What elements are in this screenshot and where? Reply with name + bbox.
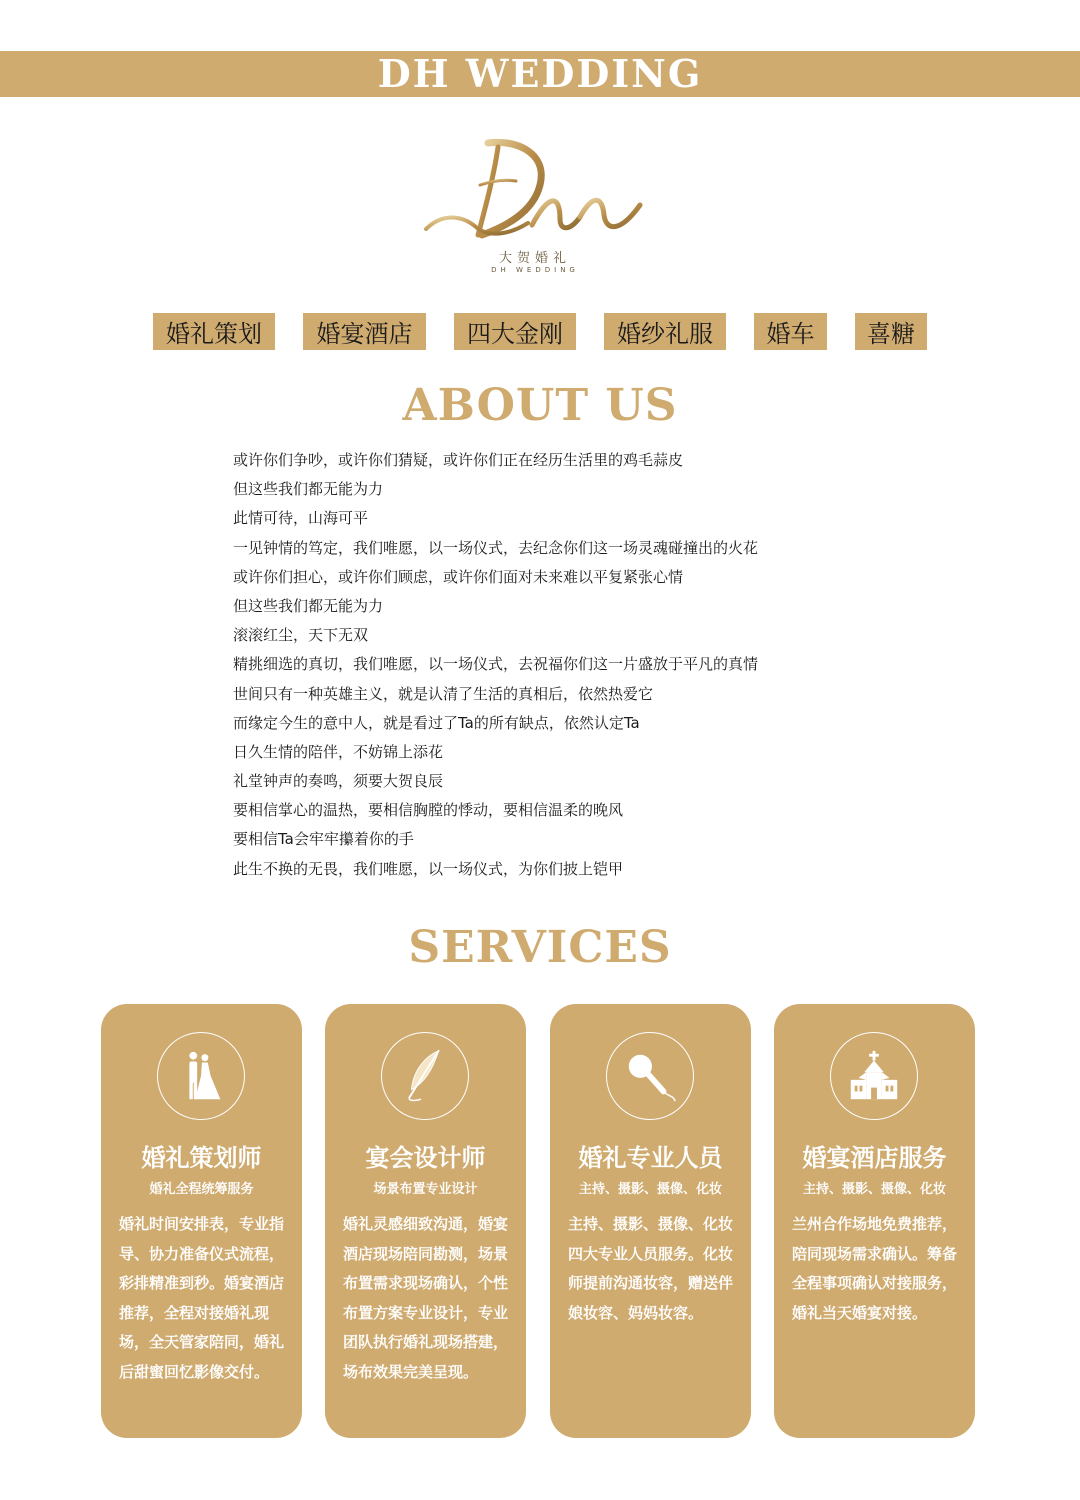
about-line: 或许你们担心，或许你们顾虑，或许你们面对未来难以平复紧张心情 bbox=[233, 567, 684, 586]
about-line: 日久生情的陪伴，不妨锦上添花 bbox=[233, 742, 444, 761]
about-line: 要相信Ta会牢牢攥着你的手 bbox=[233, 830, 414, 849]
service-card-designer bbox=[325, 1004, 526, 1438]
nav-tag-wedding-car[interactable]: 婚车 bbox=[754, 313, 827, 350]
service-subtitle: 场景布置专业设计 bbox=[373, 1182, 478, 1197]
service-title: 婚宴酒店服务 bbox=[802, 1144, 947, 1172]
about-heading: ABOUT US bbox=[402, 380, 678, 431]
about-line: 此情可待，山海可平 bbox=[233, 509, 369, 528]
service-description: 主持、摄影、摄像、化妆四大专业人员服务。化妆师提前沟通妆容，赠送伴娘妆容、妈妈妆容。 bbox=[568, 1215, 734, 1322]
top-banner bbox=[0, 51, 1080, 97]
service-subtitle: 婚礼全程统筹服务 bbox=[149, 1182, 254, 1197]
service-card-planner bbox=[101, 1004, 302, 1438]
nav-tag-wedding-planning[interactable]: 婚礼策划 bbox=[153, 313, 275, 350]
couple-icon bbox=[157, 1032, 245, 1120]
about-line: 滚滚红尘，天下无双 bbox=[233, 626, 369, 645]
service-title: 婚礼策划师 bbox=[141, 1144, 262, 1172]
logo-chinese-name: 大贺婚礼 bbox=[498, 251, 571, 266]
nav-tag-wedding-hotel[interactable]: 婚宴酒店 bbox=[303, 313, 426, 350]
service-title: 婚礼专业人员 bbox=[578, 1144, 723, 1172]
about-line: 此生不换的无畏，我们唯愿，以一场仪式，为你们披上铠甲 bbox=[233, 859, 624, 878]
about-line: 世间只有一种英雄主义，就是认清了生活的真相后，依然热爱它 bbox=[233, 684, 654, 703]
logo-english-name: DH WEDDING bbox=[491, 266, 579, 274]
about-line: 或许你们争吵，或许你们猜疑，或许你们正在经历生活里的鸡毛蒜皮 bbox=[233, 451, 684, 469]
chapel-icon bbox=[830, 1032, 918, 1120]
feather-icon bbox=[381, 1032, 469, 1120]
service-description: 婚礼时间安排表，专业指导、协力准备仪式流程，彩排精准到秒。婚宴酒店推荐，全程对接婚礼现场，全天管家陪同，婚礼后甜蜜回忆影像交付。 bbox=[119, 1215, 285, 1381]
about-line: 一见钟情的笃定，我们唯愿，以一场仪式，去纪念你们这一场灵魂碰撞出的火花 bbox=[233, 538, 759, 557]
services-heading: SERVICES bbox=[408, 922, 672, 973]
service-card-professionals bbox=[550, 1004, 751, 1438]
about-line: 要相信掌心的温热，要相信胸膛的悸动，要相信温柔的晚风 bbox=[233, 801, 624, 820]
brand-logo bbox=[420, 135, 650, 280]
about-text bbox=[233, 446, 873, 884]
about-line: 精挑细选的真切，我们唯愿，以一场仪式，去祝福你们这一片盛放于平凡的真情 bbox=[233, 655, 759, 674]
service-card-hotel bbox=[774, 1004, 975, 1438]
about-line: 但这些我们都无能为力 bbox=[233, 480, 384, 499]
service-description: 婚礼灵感细致沟通，婚宴酒店现场陪同勘测，场景布置需求现场确认，个性布置方案专业设计，专业团队执行婚礼现场搭建，场布效果完美呈现。 bbox=[343, 1215, 509, 1381]
about-line: 礼堂钟声的奏鸣，须要大贺良辰 bbox=[233, 772, 444, 791]
banner-title: DH WEDDING bbox=[377, 51, 703, 96]
about-line: 但这些我们都无能为力 bbox=[233, 596, 384, 615]
service-description: 兰州合作场地免费推荐，陪同现场需求确认。筹备全程事项确认对接服务，婚礼当天婚宴对接。 bbox=[792, 1215, 958, 1322]
nav-tag-four-kings[interactable]: 四大金刚 bbox=[454, 313, 576, 350]
nav-tag-wedding-candy[interactable]: 喜糖 bbox=[855, 313, 927, 350]
service-title: 宴会设计师 bbox=[365, 1144, 486, 1172]
about-line: 而缘定今生的意中人，就是看过了Ta的所有缺点，依然认定Ta bbox=[233, 713, 640, 732]
microphone-icon bbox=[606, 1032, 694, 1120]
service-subtitle: 主持、摄影、摄像、化妆 bbox=[578, 1182, 722, 1197]
service-subtitle: 主持、摄影、摄像、化妆 bbox=[802, 1182, 946, 1197]
nav-tag-wedding-dress[interactable]: 婚纱礼服 bbox=[604, 313, 726, 350]
